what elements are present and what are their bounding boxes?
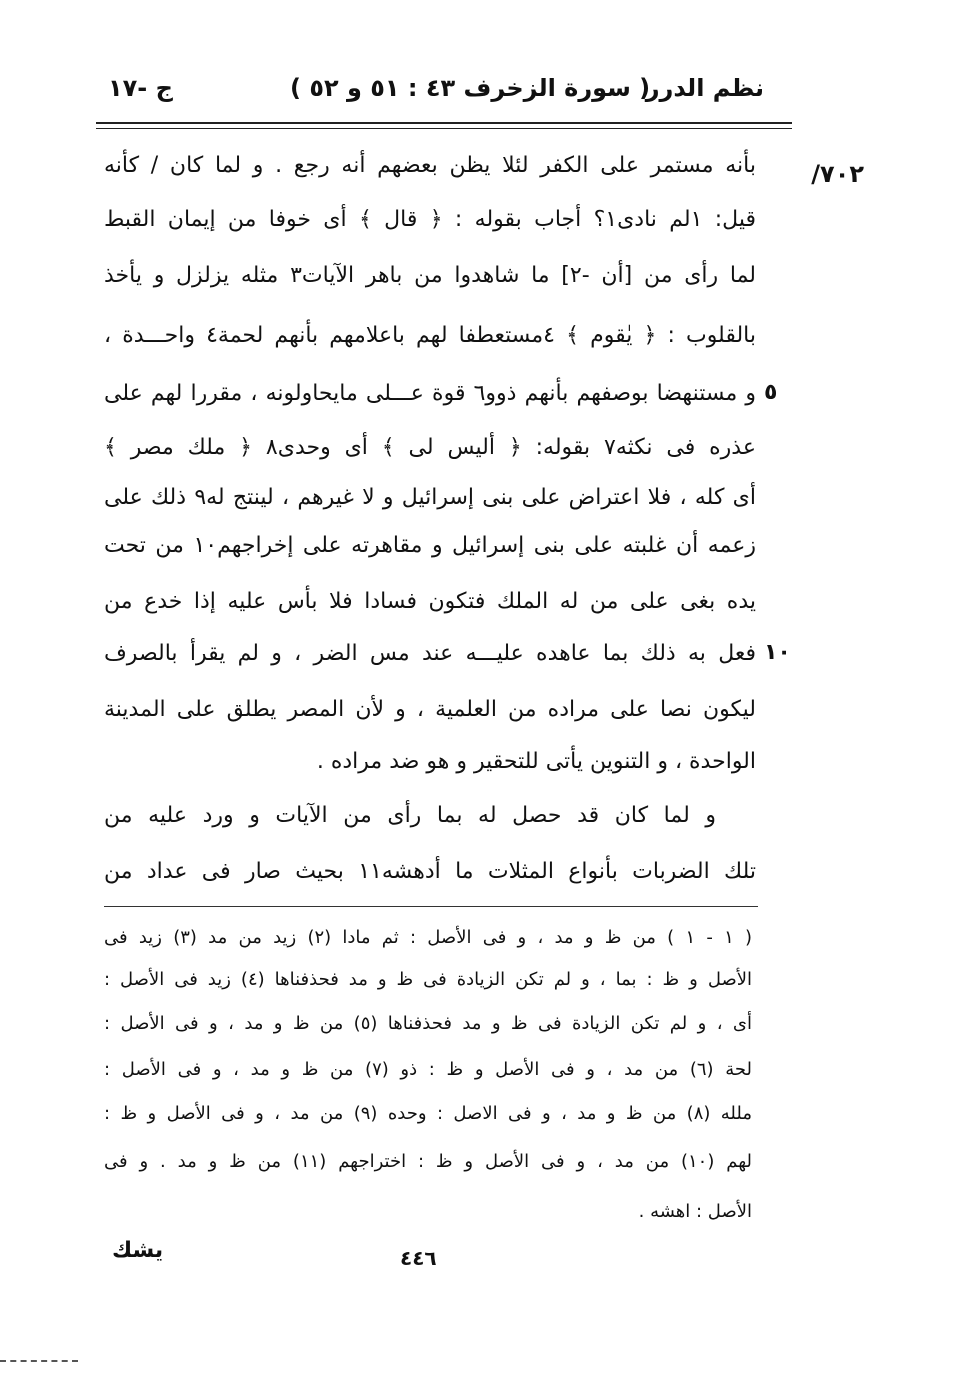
text-line: بالقلوب : ﴿ يٰقوم ﴾ ٤مستعطفا لهم باعلامهم بأنهم لحمة٤ واحـــدة ،: [104, 323, 756, 348]
text-line: و مستنهضا بوصفهم بأنهم ذوو٦ قوة عـــلى مايحاولونه ، مقررا لهم على: [104, 381, 756, 406]
text-line: فعل به ذلك بما عاهده عليـــه عند مس الضر ، و لم يقرأ بالصرف: [104, 641, 756, 666]
footnote-line: لحة (٦) من مد ، و فى الأصل و ظ : ذو (٧) من ظ و مد ، و فى الأصل :: [104, 1059, 752, 1080]
manuscript-folio-marker: /٧٠٢: [811, 160, 864, 188]
text-line: بأنه مستمر على الكفر لئلا يظن بعضهم أنه رجع . و لما كان / كأنه: [104, 153, 756, 178]
volume-label: ج -١٧: [108, 74, 173, 102]
footnote-line: الأصل و ظ : بما ، و لم تكن الزيادة فى ظ و مد فحذفناها (٤) زيد فى الأصل :: [104, 969, 752, 990]
page-number: ٤٤٦: [400, 1246, 437, 1270]
footnote-line: لهم (١٠) من مد ، و فى الأصل و ظ : اختراجهم (١١) من ظ و مد . و فى: [104, 1151, 752, 1172]
running-title: نظم الدرر: [645, 74, 764, 102]
catchword: يشك: [112, 1238, 164, 1263]
footnote-line: الأصل : اهشه .: [638, 1201, 752, 1222]
text-line: ليكون نصا على مراده من العلمية ، و لأن المصر يطلق على المدينة: [104, 697, 756, 722]
line-number: ٥: [764, 380, 778, 405]
text-line: تلك الضربات بأنواع المثلات ما أدهشه١١ بحيث صار فى عداد من: [104, 859, 756, 884]
scan-edge-dashes: [0, 1360, 78, 1362]
text-line: قيل: ١لم نادى١؟ أجاب بقوله : ﴿ قال ﴾ أى خوفا من إيمان القبط: [104, 207, 756, 232]
text-line: أى كله ، فلا اعتراض على بنى إسرائيل و لا غيرهم ، لينتج له٩ ذلك على: [104, 485, 756, 510]
footnote-rule: [104, 906, 758, 907]
text-line: يده بغى على من له الملك فتكون فسادا فلا بأس عليه إذا خدع من: [104, 589, 756, 614]
text-line: عذره فى نكثه٧ بقوله: ﴿ أليس لى ﴾ أى وحدى٨ ﴿ ملك مصر ﴾: [104, 435, 756, 460]
text-line: الواحدة ، و التنوين يأتى للتحقير و هو ضد مراده .: [316, 749, 756, 774]
footnote-line: ملله (٨) من ظ و مد ، و فى الاصل : وحده (٩) من مد ، و فى الأصل و ظ :: [104, 1103, 752, 1124]
header-rule-top: [96, 122, 792, 124]
text-line: لما رأى من [أن -٢] ما شاهدوا من باهر الآيات٣ مثله يزلزل و يأخذ: [104, 263, 756, 288]
footnote-line: ( ١ - ١ ) من ظ و مد ، و فى الأصل : ثم مادا (٢) زيد من مد (٣) زيد فى: [104, 927, 752, 948]
text-line: زعمه أن غلبته على بنى إسرائيل و مقاهرته على إخراجهم١٠ من تحت: [104, 533, 756, 558]
line-number: ١٠: [764, 640, 791, 665]
footnote-line: أى ، و لم تكن الزيادة فى ظ و مد فحذفناها (٥) من ظ و مد ، و فى الأصل :: [104, 1013, 752, 1034]
header-rule-bottom: [96, 128, 792, 129]
surah-reference: ( سورة الزخرف ٤٣ : ٥١ و ٥٢ ): [290, 74, 651, 102]
text-line: و لما كان قد حصل له بما رأى من الآيات و ورد عليه من: [104, 803, 716, 828]
